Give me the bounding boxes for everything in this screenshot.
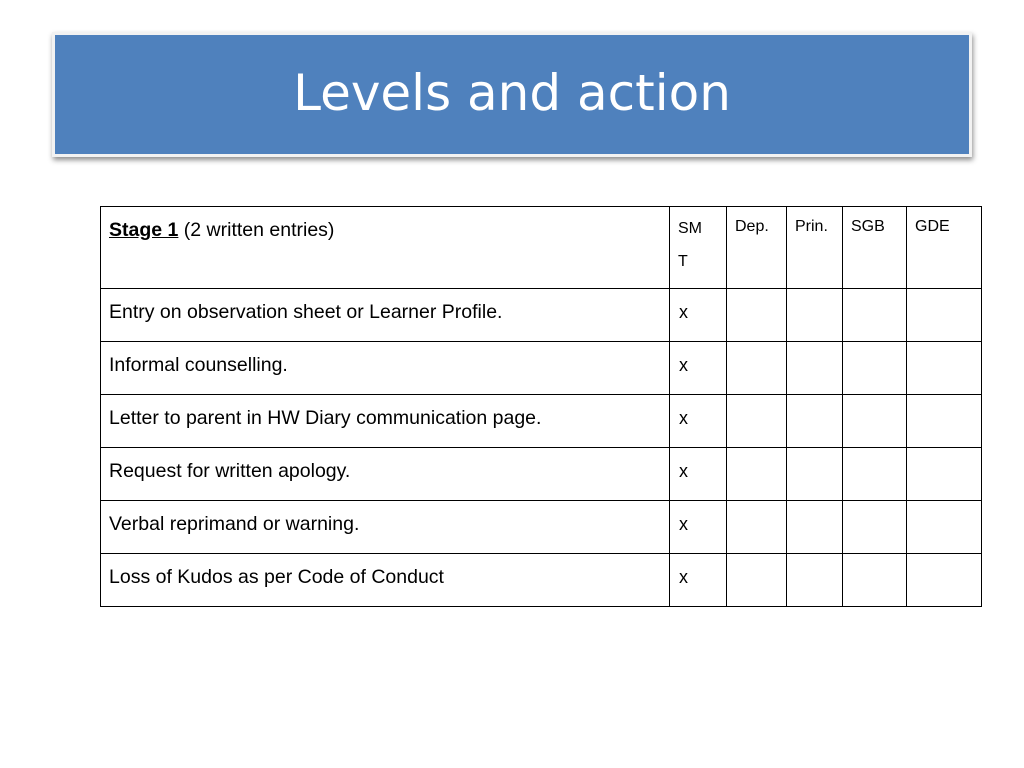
action-cell xyxy=(101,554,670,607)
sgb-cell xyxy=(843,342,907,395)
sgb-mark xyxy=(843,395,906,406)
header-smt-cell xyxy=(670,207,727,289)
slide-title: Levels and action xyxy=(293,63,731,122)
action-text: Letter to parent in HW Diary communication page. xyxy=(109,407,542,429)
smt-cell xyxy=(670,395,727,448)
header-dep: Dep. xyxy=(735,218,769,235)
table-row xyxy=(101,342,982,395)
dep-mark xyxy=(727,289,786,300)
gde-mark xyxy=(907,501,981,512)
smt-mark: x xyxy=(679,567,688,587)
gde-cell xyxy=(907,289,982,342)
sgb-cell xyxy=(843,395,907,448)
header-sgb: SGB xyxy=(851,218,885,235)
action-cell xyxy=(101,448,670,501)
prin-mark xyxy=(787,342,842,353)
title-bar xyxy=(52,32,972,157)
gde-mark xyxy=(907,448,981,459)
action-text: Loss of Kudos as per Code of Conduct xyxy=(109,566,444,588)
prin-mark xyxy=(787,501,842,512)
action-text: Entry on observation sheet or Learner Profile. xyxy=(109,301,503,323)
smt-cell xyxy=(670,448,727,501)
header-dep-cell xyxy=(727,207,787,289)
gde-mark xyxy=(907,395,981,406)
dep-mark xyxy=(727,342,786,353)
sgb-cell xyxy=(843,501,907,554)
smt-cell xyxy=(670,342,727,395)
prin-cell xyxy=(787,289,843,342)
dep-mark xyxy=(727,554,786,565)
table-row xyxy=(101,289,982,342)
action-text: Informal counselling. xyxy=(109,354,288,376)
prin-cell xyxy=(787,501,843,554)
prin-cell xyxy=(787,448,843,501)
dep-cell xyxy=(727,342,787,395)
action-text: Verbal reprimand or warning. xyxy=(109,513,360,535)
dep-cell xyxy=(727,395,787,448)
dep-mark xyxy=(727,448,786,459)
action-cell xyxy=(101,342,670,395)
levels-table xyxy=(100,206,982,607)
gde-cell xyxy=(907,501,982,554)
sgb-mark xyxy=(843,342,906,353)
prin-cell xyxy=(787,395,843,448)
dep-cell xyxy=(727,554,787,607)
table-row xyxy=(101,448,982,501)
smt-mark: x xyxy=(679,461,688,481)
prin-mark xyxy=(787,395,842,406)
sgb-mark xyxy=(843,501,906,512)
gde-cell xyxy=(907,342,982,395)
smt-cell xyxy=(670,554,727,607)
action-text: Request for written apology. xyxy=(109,460,351,482)
header-prin-cell xyxy=(787,207,843,289)
sgb-mark xyxy=(843,554,906,565)
header-gde: GDE xyxy=(915,218,950,235)
action-cell xyxy=(101,395,670,448)
sgb-mark xyxy=(843,448,906,459)
smt-mark: x xyxy=(679,514,688,534)
header-smt-line1: SM xyxy=(678,220,702,237)
sgb-mark xyxy=(843,289,906,300)
dep-cell xyxy=(727,289,787,342)
table-row xyxy=(101,395,982,448)
header-stage-text xyxy=(101,207,669,242)
header-sgb-cell xyxy=(843,207,907,289)
gde-mark xyxy=(907,554,981,565)
gde-mark xyxy=(907,289,981,300)
smt-mark: x xyxy=(679,302,688,322)
smt-cell xyxy=(670,289,727,342)
sgb-cell xyxy=(843,554,907,607)
dep-cell xyxy=(727,501,787,554)
gde-cell xyxy=(907,554,982,607)
header-stage-cell xyxy=(101,207,670,289)
sgb-cell xyxy=(843,289,907,342)
dep-mark xyxy=(727,501,786,512)
header-prin: Prin. xyxy=(795,218,828,235)
action-cell xyxy=(101,501,670,554)
action-cell xyxy=(101,289,670,342)
prin-cell xyxy=(787,554,843,607)
stage-note: (2 written entries) xyxy=(178,219,335,241)
prin-mark xyxy=(787,448,842,459)
table-row xyxy=(101,554,982,607)
prin-cell xyxy=(787,342,843,395)
table-header-row xyxy=(101,207,982,289)
dep-mark xyxy=(727,395,786,406)
smt-mark: x xyxy=(679,355,688,375)
smt-mark: x xyxy=(679,408,688,428)
prin-mark xyxy=(787,554,842,565)
gde-mark xyxy=(907,342,981,353)
header-gde-cell xyxy=(907,207,982,289)
stage-label: Stage 1 xyxy=(109,219,179,241)
gde-cell xyxy=(907,395,982,448)
smt-cell xyxy=(670,501,727,554)
header-smt-line2: T xyxy=(678,253,688,270)
sgb-cell xyxy=(843,448,907,501)
dep-cell xyxy=(727,448,787,501)
table-row xyxy=(101,501,982,554)
prin-mark xyxy=(787,289,842,300)
gde-cell xyxy=(907,448,982,501)
header-smt xyxy=(670,201,726,278)
